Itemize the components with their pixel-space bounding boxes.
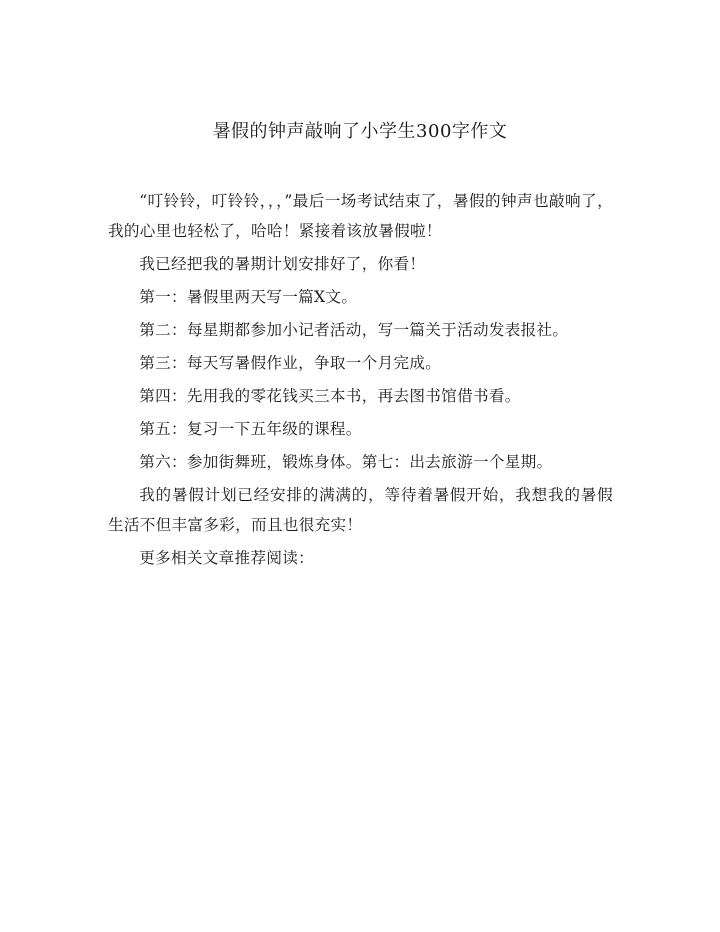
related-articles-label: 更多相关文章推荐阅读： — [139, 549, 315, 567]
document-title: 暑假的钟声敲响了小学生300字作文 — [212, 121, 508, 142]
paragraph-conclusion: 我的暑假计划已经安排的满满的，等待着暑假开始，我想我的暑假生活不但丰富多彩，而且也很充实！ — [108, 486, 613, 534]
plan-item-2: 第二：每星期都参加小记者活动，写一篇关于活动发表报社。 — [139, 321, 569, 339]
plan-item-6-7: 第六：参加街舞班，锻炼身体。第七：出去旅游一个星期。 — [139, 453, 553, 471]
plan-item-3: 第三：每天写暑假作业，争取一个月完成。 — [139, 354, 442, 372]
plan-item-4: 第四：先用我的零花钱买三本书，再去图书馆借书看。 — [139, 387, 521, 405]
plan-item-5: 第五：复习一下五年级的课程。 — [139, 420, 362, 438]
paragraph-intro: “叮铃铃，叮铃铃，，，”最后一场考试结束了，暑假的钟声也敲响了，我的心里也轻松了，哈哈！紧接着该放暑假啦！ — [108, 192, 613, 240]
document-body — [108, 186, 613, 573]
plan-item-1: 第一：暑假里两天写一篇X文。 — [139, 288, 358, 306]
paragraph-plan-intro: 我已经把我的暑期计划安排好了，你看！ — [139, 255, 426, 273]
